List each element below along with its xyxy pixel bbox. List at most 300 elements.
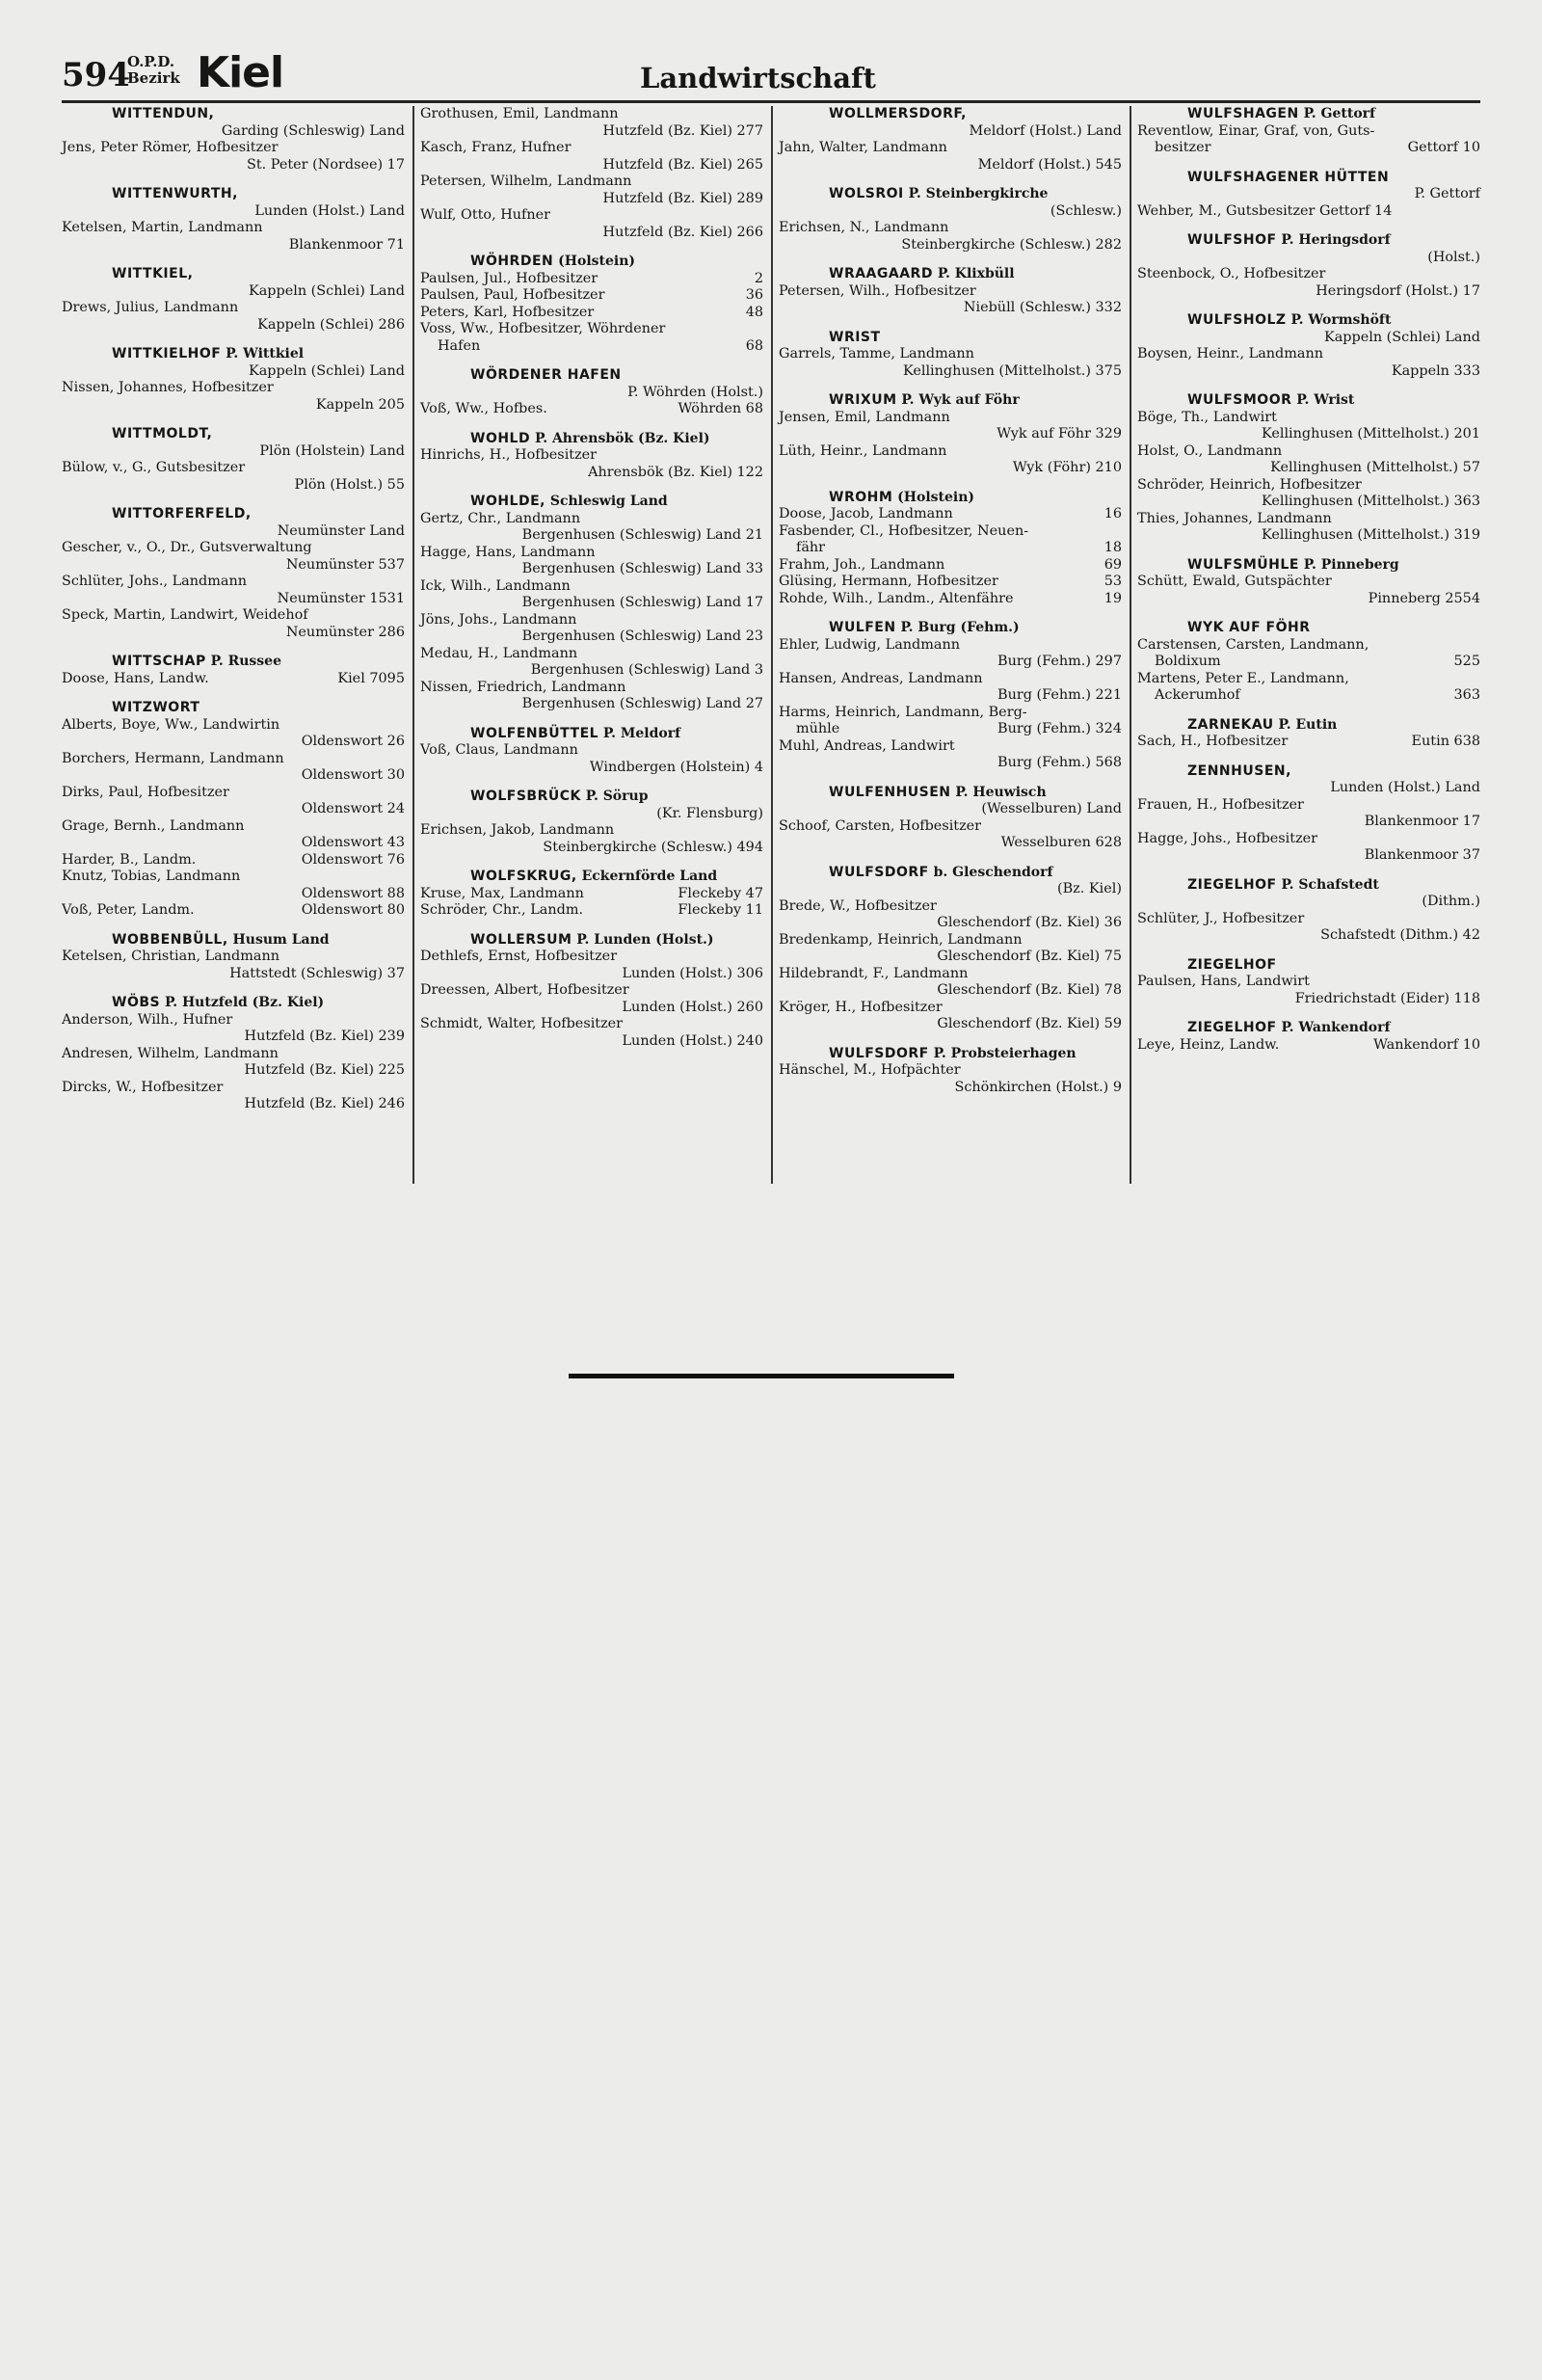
entry-location: Niebüll (Schlesw.) 332 [963, 300, 1122, 315]
entry-line [420, 886, 763, 903]
column-2 [420, 106, 763, 1050]
section-gap [62, 174, 405, 186]
place-name: WOLFSKRUG, [470, 869, 577, 884]
place-name: WULFSMÜHLE [1187, 556, 1299, 573]
entry-location: Blankenmoor 17 [1364, 814, 1480, 829]
place-heading [1137, 106, 1480, 123]
section-gap [62, 920, 405, 932]
page-title: Landwirtschaft [640, 62, 876, 94]
entry-name: Frauen, H., Hofbesitzer [1137, 796, 1304, 813]
entry-name: Gescher, v., O., Dr., Gutsverwaltung [62, 540, 312, 555]
entry-number: Wankendorf 10 [1373, 1036, 1480, 1053]
place-heading [1137, 392, 1480, 410]
place-heading [1137, 232, 1480, 250]
entry-name: Drews, Julius, Landmann [62, 300, 239, 315]
entry-number: Oldenswort 76 [301, 851, 405, 868]
section-gap [420, 776, 763, 789]
entry-name: Alberts, Boye, Ww., Landwirtin [62, 716, 280, 733]
section-gap [1137, 865, 1480, 877]
column-divider [1130, 106, 1131, 1184]
section-gap [779, 317, 1122, 330]
entry-line [1137, 734, 1480, 751]
place-heading [420, 431, 763, 448]
place-name: WOHLDE, [470, 494, 545, 509]
place-name: WULFSHOLZ [1187, 312, 1287, 328]
entry-name: Jöns, Johs., Landmann [420, 611, 577, 628]
entry-name: Fasbender, Cl., Hofbesitzer, Neuen- [779, 522, 1029, 539]
entry-location: Friedrichstadt (Eider) 118 [1294, 990, 1480, 1006]
section-gap [1137, 607, 1480, 620]
place-postal-info: P. Steinbergkirche [903, 186, 1049, 201]
entry-name: Hafen [438, 337, 481, 354]
entry-location: Gleschendorf (Bz. Kiel) 59 [937, 1016, 1122, 1031]
place-heading [62, 106, 405, 123]
section-gap [420, 920, 763, 932]
place-heading [779, 392, 1122, 410]
place-postal-info: P. Russee [205, 654, 281, 669]
place-name: WOLLMERSDORF, [829, 106, 967, 121]
place-name: WITTENDUN, [112, 106, 215, 121]
entry-line [1137, 687, 1480, 705]
entry-location: P. Gettorf [1414, 186, 1480, 201]
entry-location: Wyk (Föhr) 210 [1012, 460, 1122, 475]
entry-location: (Schlesw.) [1050, 202, 1122, 219]
place-postal-info: P. Lunden (Holst.) [572, 931, 714, 948]
entry-name: Schlüter, Johs., Landmann [62, 574, 247, 589]
entry-name: Hansen, Andreas, Landmann [779, 670, 983, 686]
place-heading [62, 654, 405, 671]
entry-name: Borchers, Hermann, Landmann [62, 750, 284, 766]
entry-name: Bülow, v., G., Gutsbesitzer [62, 460, 246, 475]
section-gap [62, 494, 405, 506]
place-name: WRAAGAARD [829, 266, 933, 281]
entry-number: Eutin 638 [1411, 734, 1480, 749]
column-3 [779, 106, 1122, 1096]
entry-line [779, 506, 1122, 523]
place-name: WOLSROI [829, 186, 904, 201]
place-heading [1137, 957, 1480, 975]
place-postal-info: P. Wormshöft [1286, 312, 1392, 328]
entry-location: Plön (Holstein) Land [259, 442, 405, 459]
entry-name: Harms, Heinrich, Landmann, Berg- [779, 704, 1027, 720]
section-gap [779, 254, 1122, 266]
place-name: WITZWORT [112, 700, 200, 715]
entry-location: Heringsdorf (Holst.) 17 [1316, 282, 1480, 299]
entry-location: Ahrensbök (Bz. Kiel) 122 [588, 464, 763, 480]
entry-name: fähr [796, 540, 826, 555]
place-name: WOHLD [470, 430, 531, 446]
place-postal-info: P. Sörup [580, 789, 649, 804]
entry-location: Hattstedt (Schleswig) 37 [229, 965, 405, 981]
entry-location: Plön (Holst.) 55 [294, 476, 405, 493]
place-heading [62, 932, 405, 949]
entry-location: Oldenswort 43 [301, 835, 405, 850]
entry-location: Gleschendorf (Bz. Kiel) 36 [937, 915, 1122, 930]
entry-line [420, 902, 763, 920]
entry-location: Blankenmoor 71 [288, 236, 405, 253]
place-postal-info: P. Heuwisch [950, 784, 1047, 800]
entry-location: (Bz. Kiel) [1056, 881, 1122, 896]
entry-name: Dethlefs, Ernst, Hofbesitzer [420, 949, 618, 964]
place-postal-info: P. Eutin [1273, 716, 1338, 733]
place-heading [1137, 170, 1480, 187]
entry-name: Hagge, Hans, Landmann [420, 544, 596, 560]
entry-name: Lüth, Heinr., Landmann [779, 442, 947, 459]
place-heading [779, 490, 1122, 507]
entry-name: Jens, Peter Römer, Hofbesitzer [62, 140, 279, 155]
entry-name: Frahm, Joh., Landmann [779, 556, 945, 573]
entry-name: Ketelsen, Christian, Landmann [62, 949, 280, 964]
entry-location: Hutzfeld (Bz. Kiel) 239 [244, 1029, 405, 1044]
section-gap [1137, 220, 1480, 232]
entry-name: Peters, Karl, Hofbesitzer [420, 304, 595, 320]
entry-name: Erichsen, N., Landmann [779, 220, 949, 235]
entry-location: Windbergen (Holstein) 4 [589, 759, 763, 775]
place-heading [420, 789, 763, 806]
place-heading [1137, 1020, 1480, 1037]
entry-line [420, 401, 763, 418]
section-gap [779, 607, 1122, 620]
place-name: ZIEGELHOF [1187, 956, 1277, 973]
entry-name: Glüsing, Hermann, Hofbesitzer [779, 574, 998, 589]
entry-name: Petersen, Wilh., Hofbesitzer [779, 282, 976, 299]
place-name: WITTMOLDT, [112, 426, 213, 441]
place-name: WULFENHUSEN [829, 784, 951, 800]
entry-name: Paulsen, Jul., Hofbesitzer [420, 270, 598, 286]
page-number: 594 [62, 56, 130, 94]
place-name: WÖRDENER HAFEN [470, 367, 622, 383]
entry-location: (Holst.) [1427, 249, 1480, 265]
entry-location: Steinbergkirche (Schlesw.) 282 [901, 236, 1122, 253]
place-heading [1137, 717, 1480, 735]
entry-location: Lunden (Holst.) 240 [622, 1032, 763, 1049]
entry-name: Muhl, Andreas, Landwirt [779, 737, 955, 754]
place-name: WOLLERSUM [470, 931, 572, 948]
entry-name: Kröger, H., Hofbesitzer [779, 999, 943, 1015]
entry-name: Petersen, Wilhelm, Landmann [420, 174, 632, 189]
place-postal-info: (Holstein) [553, 254, 636, 269]
place-postal-info: P. Heringsdorf [1276, 232, 1391, 248]
place-heading [420, 726, 763, 743]
place-name: ZENNHUSEN, [1187, 762, 1291, 779]
entry-number: Gettorf 10 [1407, 140, 1480, 155]
entry-name: Sach, H., Hofbesitzer [1137, 734, 1289, 749]
entry-location: Kellinghusen (Mittelholst.) 201 [1261, 426, 1480, 441]
entry-number: 19 [1103, 590, 1122, 606]
place-name: WOLFENBÜTTEL [470, 725, 599, 741]
place-name: WOBBENBÜLL, [112, 931, 228, 948]
entry-name: Kruse, Max, Landmann [420, 885, 584, 901]
entry-location: Bergenhusen (Schleswig) Land 23 [521, 628, 763, 644]
entry-location: Bergenhusen (Schleswig) Land 21 [521, 527, 763, 543]
entry-location: Pinneberg 2554 [1368, 590, 1480, 606]
place-name: WULFSDORF [829, 1045, 929, 1061]
section-gap [62, 641, 405, 654]
section-gap [1137, 945, 1480, 957]
place-postal-info: P. Hutzfeld (Bz. Kiel) [160, 995, 325, 1010]
place-name: WRIXUM [829, 392, 897, 408]
district-label [127, 54, 180, 87]
entry-name: Schütt, Ewald, Gutspächter [1137, 574, 1332, 589]
place-postal-info: P. Gettorf [1298, 106, 1376, 121]
place-heading [420, 367, 763, 385]
entry-name: Ick, Wilh., Landmann [420, 577, 571, 594]
entry-location: Meldorf (Holst.) Land [969, 122, 1122, 139]
place-name: ZIEGELHOF [1187, 1020, 1277, 1035]
entry-location: Oldenswort 88 [301, 885, 405, 901]
entry-location: Blankenmoor 37 [1364, 847, 1480, 863]
place-heading [62, 700, 405, 717]
entry-name: Paulsen, Hans, Landwirt [1137, 974, 1310, 989]
place-name: WÖHRDEN [470, 254, 554, 269]
place-postal-info: P. Klixbüll [932, 266, 1015, 281]
entry-number: Fleckeby 11 [678, 902, 763, 918]
place-postal-info: Schleswig Land [545, 494, 668, 509]
place-name: WITTENWURTH, [112, 186, 238, 201]
place-postal-info: P. Burg (Fehm.) [895, 620, 1020, 635]
entry-name: Ketelsen, Martin, Landmann [62, 220, 263, 235]
entry-number: 53 [1103, 574, 1122, 589]
section-gap [420, 713, 763, 726]
entry-number: Wöhrden 68 [678, 401, 763, 416]
entry-number: 525 [1453, 654, 1480, 669]
entry-name: Hinrichs, H., Hofbesitzer [420, 447, 598, 463]
place-heading [1137, 557, 1480, 575]
section-gap [62, 414, 405, 426]
entry-location: (Wesselburen) Land [981, 801, 1122, 816]
place-heading [779, 186, 1122, 203]
entry-name: Gertz, Chr., Landmann [420, 510, 581, 526]
entry-name: Dircks, W., Hofbesitzer [62, 1079, 224, 1095]
column-divider [771, 106, 773, 1184]
place-name: WOLFSBRÜCK [470, 789, 581, 804]
place-name: WITTKIELHOF [112, 346, 222, 361]
entry-number: 2 [754, 270, 763, 286]
entry-name: Schlüter, J., Hofbesitzer [1137, 910, 1305, 926]
section-gap [1137, 380, 1480, 392]
entry-location: Schafstedt (Dithm.) 42 [1320, 927, 1480, 943]
section-gap [420, 418, 763, 431]
place-name: WITTKIEL, [112, 266, 194, 281]
section-gap [1137, 545, 1480, 557]
place-heading [62, 995, 405, 1012]
entry-location: P. Wöhrden (Holst.) [627, 384, 763, 400]
entry-line [779, 721, 1122, 738]
entry-name: Medau, H., Landmann [420, 645, 578, 661]
entry-name: Voss, Ww., Hofbesitzer, Wöhrdener [420, 321, 666, 336]
entry-name: Voß, Peter, Landm. [62, 902, 195, 918]
entry-name: Brede, W., Hofbesitzer [779, 897, 937, 914]
entry-name: Nissen, Friedrich, Landmann [420, 679, 626, 695]
place-heading [62, 266, 405, 283]
page-header [62, 48, 1480, 102]
place-heading [1137, 620, 1480, 637]
place-name: ZARNEKAU [1187, 716, 1274, 733]
entry-line [420, 271, 763, 288]
section-gap [1137, 751, 1480, 763]
entry-line [62, 852, 405, 869]
entry-location: Neumünster 1531 [277, 590, 405, 606]
entry-location: Wyk auf Föhr 329 [997, 426, 1122, 441]
entry-location: Hutzfeld (Bz. Kiel) 277 [602, 122, 763, 139]
entry-name: Hänschel, M., Hofpächter [779, 1062, 961, 1078]
section-gap [779, 477, 1122, 490]
place-heading [62, 506, 405, 523]
entry-location: Kellinghusen (Mittelholst.) 363 [1261, 494, 1480, 509]
section-gap [779, 1033, 1122, 1046]
entry-name: Bredenkamp, Heinrich, Landmann [779, 931, 1023, 948]
column-1 [62, 106, 405, 1113]
entry-name: Kasch, Franz, Hufner [420, 140, 572, 155]
entry-name: Nissen, Johannes, Hofbesitzer [62, 380, 274, 395]
entry-line [779, 557, 1122, 575]
end-rule [569, 1374, 954, 1378]
entry-location: Hutzfeld (Bz. Kiel) 225 [244, 1062, 405, 1078]
section-gap [62, 334, 405, 346]
place-heading [62, 346, 405, 363]
column-4 [1137, 106, 1480, 1054]
entry-location: Burg (Fehm.) 221 [997, 687, 1122, 703]
place-name: WULFSHOF [1187, 232, 1277, 248]
place-heading [779, 1046, 1122, 1063]
entry-name: Hagge, Johs., Hofbesitzer [1137, 830, 1318, 846]
entry-location: Kappeln (Schlei) Land [248, 282, 405, 299]
entry-name: Knutz, Tobias, Landmann [62, 869, 241, 884]
entry-location: (Kr. Flensburg) [656, 805, 763, 821]
section-gap [420, 856, 763, 869]
entry-location: Kellinghusen (Mittelholst.) 57 [1270, 460, 1480, 475]
place-postal-info: Husum Land [227, 931, 330, 948]
entry-name: Erichsen, Jakob, Landmann [420, 822, 615, 838]
place-heading [1137, 763, 1480, 781]
place-postal-info: P. Wyk auf Föhr [896, 392, 1020, 408]
place-postal-info: P. Ahrensbök (Bz. Kiel) [530, 430, 710, 446]
entry-line [779, 540, 1122, 557]
entry-number: 363 [1453, 687, 1480, 703]
place-name: WROHM [829, 489, 893, 505]
entry-location: St. Peter (Nordsee) 17 [247, 156, 405, 173]
place-heading [779, 330, 1122, 347]
section-gap [62, 982, 405, 995]
entry-number: 68 [745, 337, 763, 354]
place-heading [420, 254, 763, 271]
entry-location: Neumünster Land [277, 522, 405, 539]
place-heading [1137, 312, 1480, 330]
entry-location: Wesselburen 628 [1000, 835, 1122, 850]
section-gap [62, 687, 405, 700]
entry-line [779, 574, 1122, 591]
entry-name: Paulsen, Paul, Hofbesitzer [420, 287, 605, 303]
entry-location: Kappeln 333 [1391, 362, 1480, 379]
entry-name: Wehber, M., Gutsbesitzer Gettorf 14 [1137, 202, 1393, 219]
column-divider [412, 106, 414, 1184]
entry-name: Holst, O., Landmann [1137, 442, 1283, 459]
entry-name: Reventlow, Einar, Graf, von, Guts- [1137, 122, 1375, 139]
entry-location: Neumünster 537 [285, 556, 405, 573]
entry-name: Garrels, Tamme, Landmann [779, 346, 974, 361]
section-gap [779, 772, 1122, 785]
entry-name: Speck, Martin, Landwirt, Weidehof [62, 607, 308, 623]
entry-number: 69 [1103, 556, 1122, 573]
entry-location: Hutzfeld (Bz. Kiel) 265 [602, 156, 763, 173]
place-heading [62, 426, 405, 443]
place-heading [420, 494, 763, 511]
entry-name: Steenbock, O., Hofbesitzer [1137, 266, 1326, 281]
entry-location: Gleschendorf (Bz. Kiel) 78 [937, 982, 1122, 998]
entry-location: (Dithm.) [1422, 894, 1480, 909]
place-postal-info: (Holstein) [892, 489, 975, 505]
entry-location: Meldorf (Holst.) 545 [977, 156, 1122, 173]
entry-location: Kappeln (Schlei) Land [1323, 329, 1480, 345]
entry-location: Kappeln (Schlei) Land [248, 362, 405, 379]
entry-name: Schröder, Heinrich, Hofbesitzer [1137, 476, 1362, 493]
entry-location: Gleschendorf (Bz. Kiel) 75 [937, 949, 1122, 964]
entry-number: 18 [1103, 540, 1122, 555]
opd-abbrev: O.P.D. [127, 53, 175, 70]
entry-location: Garding (Schleswig) Land [221, 122, 405, 139]
place-name: WÖBS [112, 995, 161, 1010]
entry-location: Neumünster 286 [285, 624, 405, 640]
entry-name: Schmidt, Walter, Hofbesitzer [420, 1016, 624, 1031]
entry-location: Kappeln 205 [315, 396, 405, 413]
entry-location: Bergenhusen (Schleswig) Land 27 [521, 696, 763, 711]
place-name: WULFEN [829, 620, 896, 635]
place-postal-info: P. Meldorf [598, 725, 681, 741]
place-heading [779, 266, 1122, 283]
section-gap [779, 174, 1122, 186]
place-heading [420, 869, 763, 886]
entry-name: Thies, Johannes, Landmann [1137, 510, 1332, 526]
entry-number: 36 [745, 287, 763, 303]
entry-name: Voß, Claus, Landmann [420, 742, 578, 758]
header-rule [62, 100, 1480, 103]
entry-name: Carstensen, Carsten, Landmann, [1137, 636, 1369, 653]
place-postal-info: P. Schafstedt [1276, 876, 1379, 893]
entry-line [420, 338, 763, 356]
place-postal-info: P. Wankendorf [1276, 1020, 1391, 1035]
entry-location: Schönkirchen (Holst.) 9 [954, 1079, 1122, 1095]
entry-name: Jahn, Walter, Landmann [779, 140, 947, 155]
place-name: WULFSDORF [829, 864, 929, 880]
entry-name: Boysen, Heinr., Landmann [1137, 346, 1324, 361]
entry-name: Anderson, Wilh., Hufner [62, 1011, 233, 1028]
place-name: ZIEGELHOF [1187, 876, 1277, 893]
place-heading [62, 186, 405, 203]
entry-name: Jensen, Emil, Landmann [779, 409, 950, 425]
district-city: Kiel [197, 48, 284, 97]
entry-location: Steinbergkirche (Schlesw.) 494 [543, 839, 763, 855]
section-gap [420, 481, 763, 494]
entry-name: Schoof, Carsten, Hofbesitzer [779, 817, 982, 834]
place-heading [779, 785, 1122, 802]
entry-name: Wulf, Otto, Hufner [420, 207, 551, 223]
entry-location: Oldenswort 24 [301, 801, 405, 816]
entry-number: 48 [745, 304, 763, 320]
entry-location: Oldenswort 30 [301, 767, 405, 783]
entry-line [62, 671, 405, 688]
entry-name: besitzer [1155, 140, 1211, 155]
place-postal-info: Eckernförde Land [576, 869, 718, 884]
entry-name: Voß, Ww., Hofbes. [420, 401, 547, 416]
section-gap [420, 355, 763, 367]
entry-number: Kiel 7095 [337, 670, 405, 686]
entry-name: Grothusen, Emil, Landmann [420, 106, 619, 121]
section-gap [420, 241, 763, 254]
place-name: WITTSCHAP [112, 654, 206, 669]
entry-location: Bergenhusen (Schleswig) Land 33 [521, 561, 763, 576]
entry-name: Doose, Hans, Landw. [62, 670, 209, 686]
place-name: WRIST [829, 329, 881, 345]
